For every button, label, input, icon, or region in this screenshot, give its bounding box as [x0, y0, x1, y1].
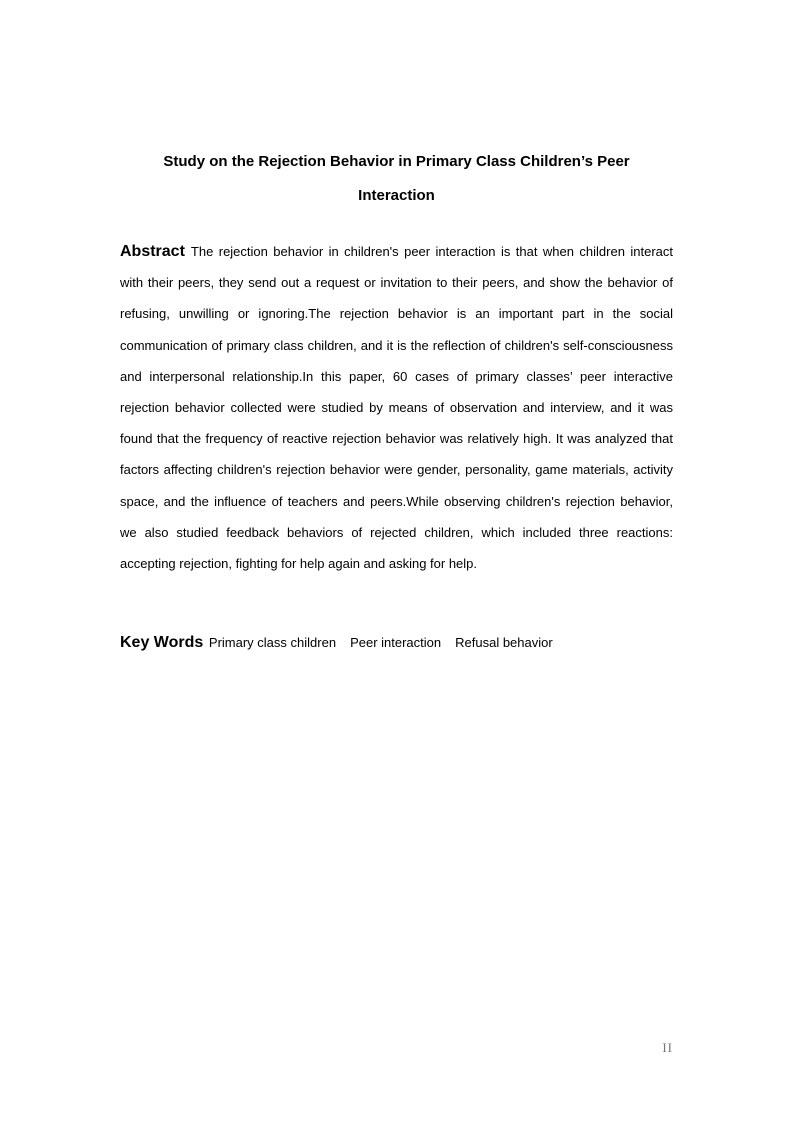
keyword-item: Refusal behavior — [455, 635, 553, 650]
keywords-heading: Key Words — [120, 634, 204, 651]
page-number: II — [662, 1040, 673, 1055]
abstract-text: The rejection behavior in children's peer interaction is that when children interact with their peers, they send out a request or invitation to their peers, and show the behavior of refusing, unwilling or ignoring.The rejection behavior is an important part in the social communication of primary class children, and it is the reflection of children's self-consciousness and interpersonal relationship.In this paper, 60 cases of primary classes’ peer interactive rejection behavior collected were studied by means of observation and interview, and it was found that the frequency of reactive rejection behavior was relatively high. It was analyzed that factors affecting children's rejection behavior were gender, personality, game materials, activity space, and the influence of teachers and peers.While observing children's rejection behavior, we also studied feedback behaviors of rejected children, which included three reactions: accepting rejection, fighting for help again and asking for help. — [120, 244, 673, 572]
paper-title-line-2: Interaction — [358, 187, 435, 204]
abstract-section — [120, 236, 673, 579]
keyword-item: Peer interaction — [350, 635, 442, 650]
keywords-section — [120, 631, 673, 655]
abstract-heading: Abstract — [120, 243, 185, 260]
paper-title-line-1: Study on the Rejection Behavior in Primary Class Children’s Peer — [163, 153, 630, 170]
keyword-item: Primary class children — [208, 635, 337, 650]
